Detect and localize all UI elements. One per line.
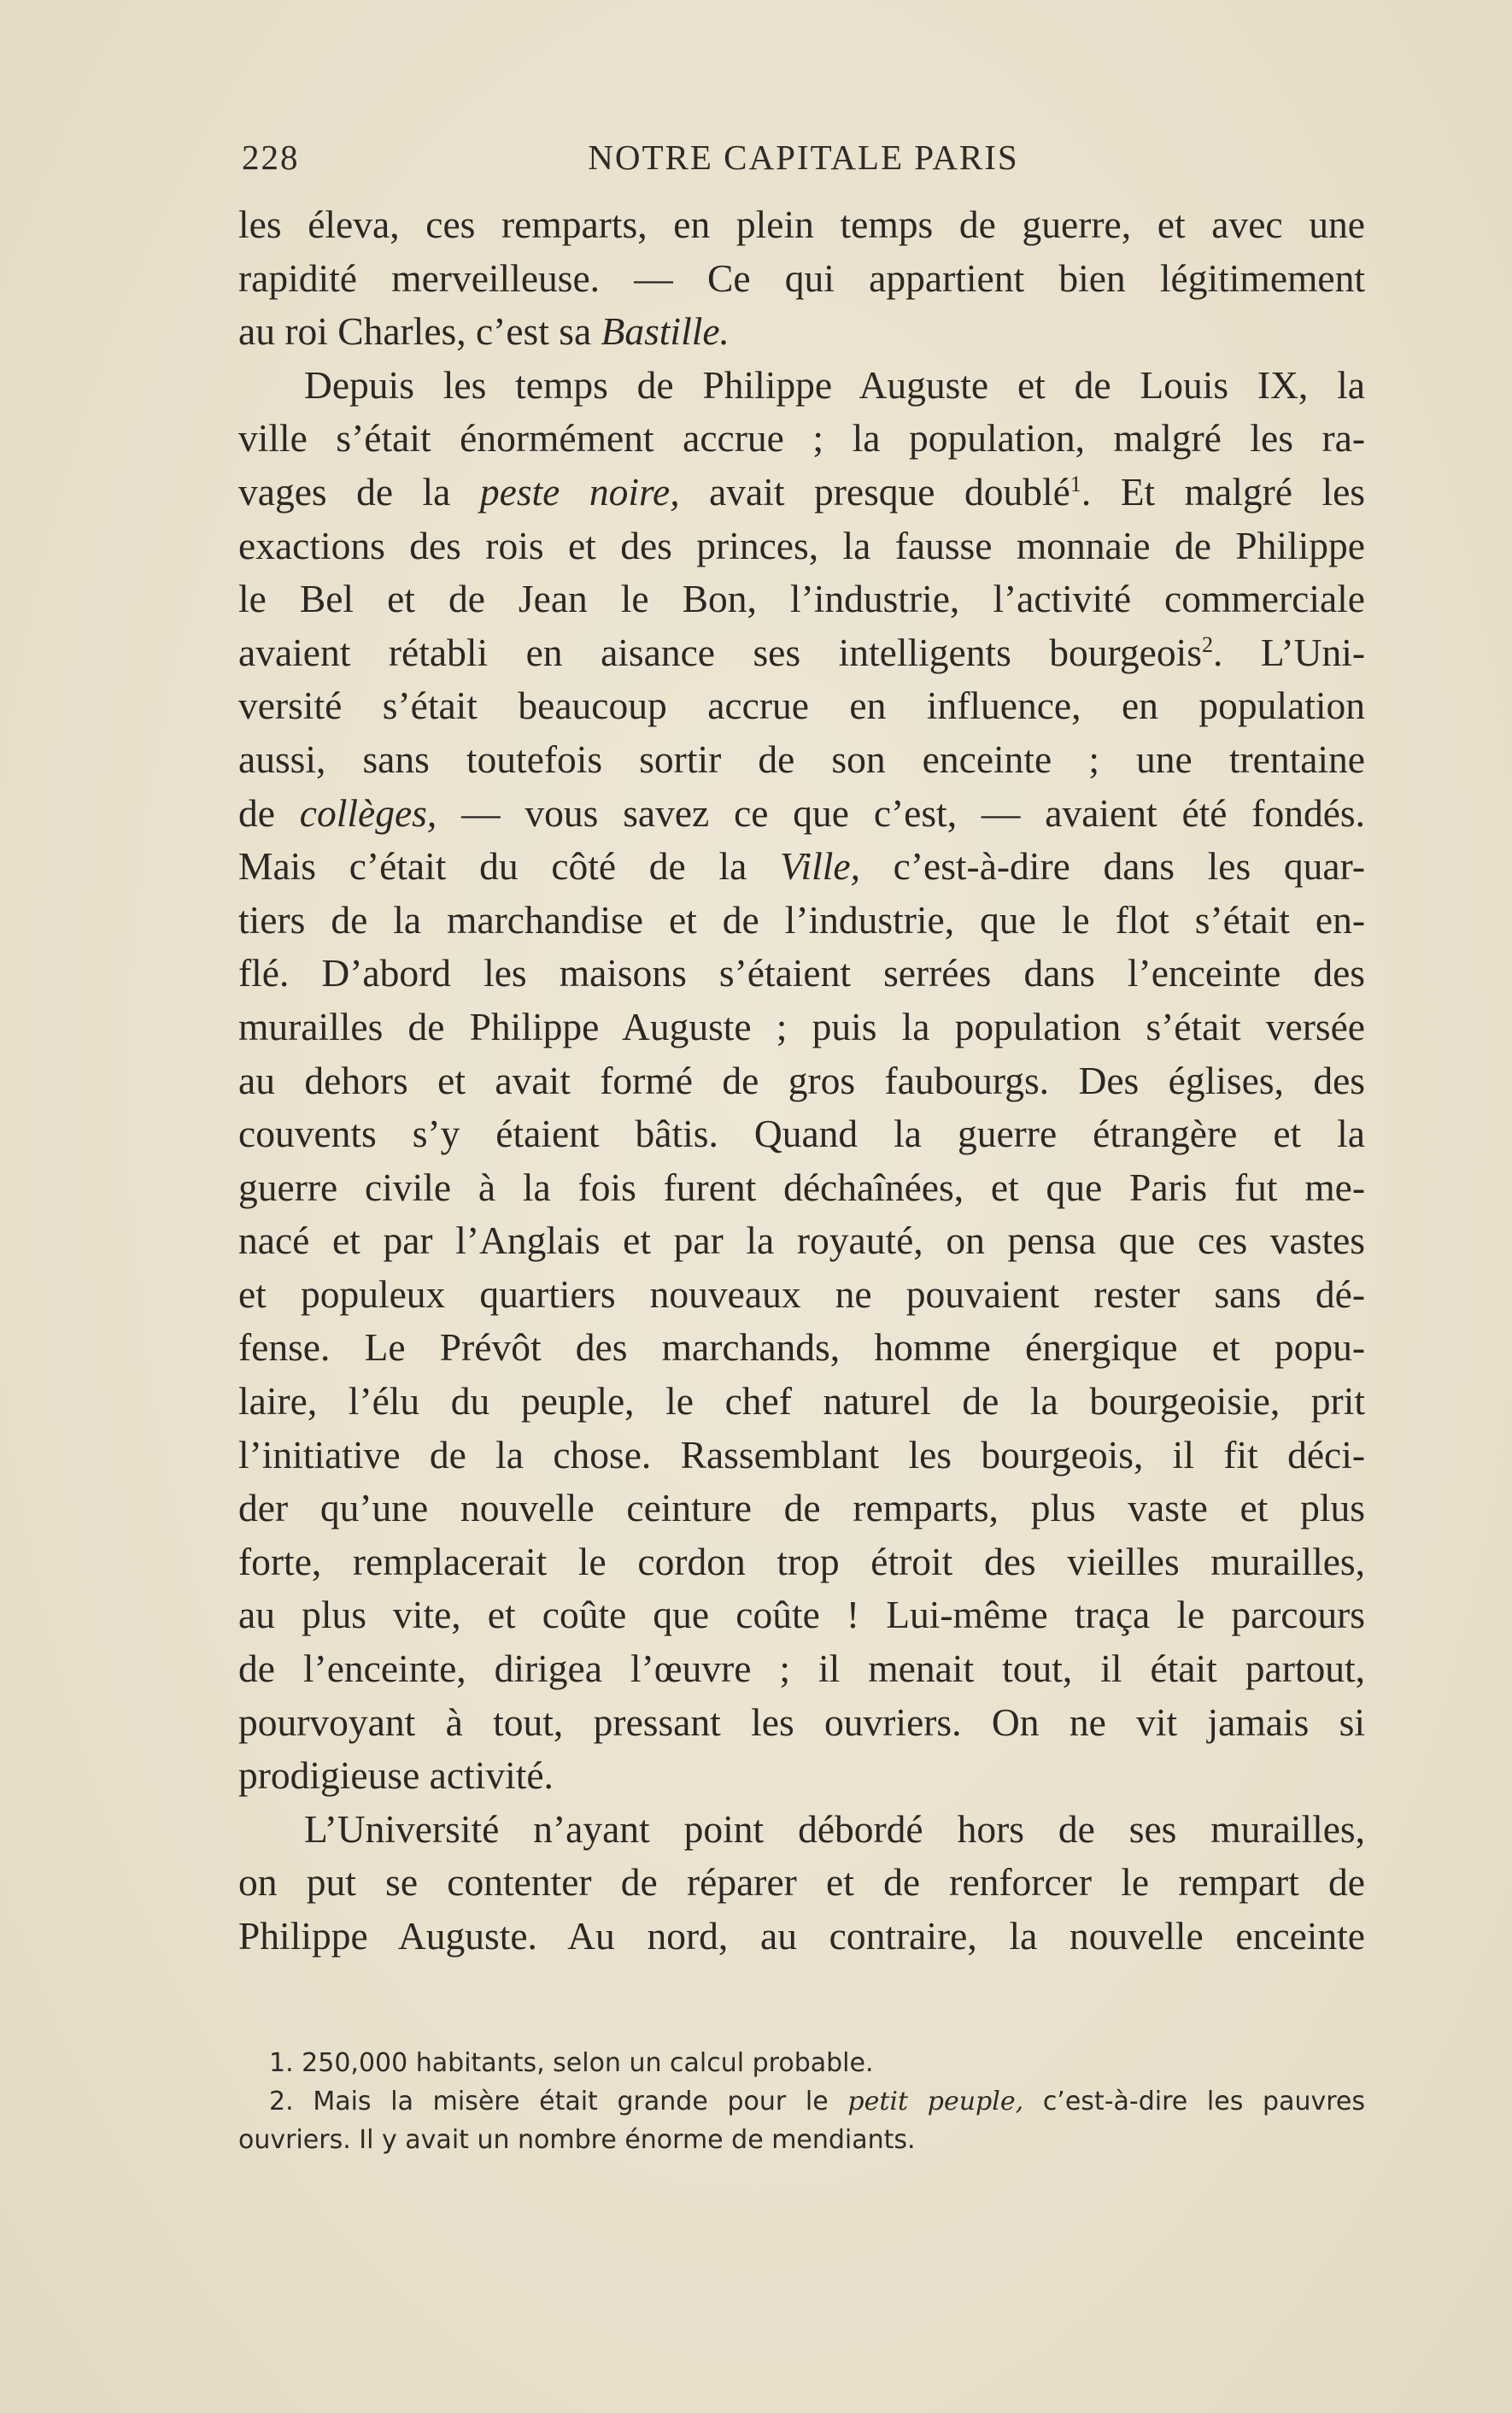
text-segment: 2. Mais la misère était grande pour le	[269, 2087, 848, 2117]
text-line: guerre civile à la fois furent déchaînées, et que Paris fut me-	[238, 1165, 1365, 1209]
footnote-ref: 1	[1070, 471, 1081, 496]
text-line: le Bel et de Jean le Bon, l’industrie, l’activité commerciale	[238, 577, 1365, 621]
italic-term: Bastille.	[601, 309, 730, 354]
italic-term: petit peuple,	[847, 2087, 1024, 2117]
text-line: les éleva, ces remparts, en plein temps de guerre, et avec une	[238, 203, 1365, 246]
footnote-2-continued: ouvriers. Il y avait un nombre énorme de mendiants.	[238, 2125, 916, 2155]
text-line: nacé et par l’Anglais et par la royauté, on pensa que ces vastes	[238, 1218, 1365, 1263]
text-line	[238, 787, 1365, 841]
text-segment: avait presque doublé	[679, 469, 1070, 514]
text-line: fense. Le Prévôt des marchands, homme énergique et popu-	[238, 1325, 1365, 1370]
italic-term: collèges,	[299, 790, 437, 835]
text-line: tiers de la marchandise et de l’industrie, que le flot s’était en-	[238, 897, 1365, 942]
text-line: laire, l’élu du peuple, le chef naturel de la bourgeoisie, prit	[238, 1379, 1365, 1424]
text-line: Philippe Auguste. Au nord, au contraire, la nouvelle enceinte	[238, 1914, 1365, 1958]
text-segment: au roi Charles, c’est sa	[238, 309, 601, 354]
text-line: au dehors et avait formé de gros faubourgs. Des églises, des	[238, 1058, 1365, 1102]
text-segment: c’est-à-dire les pauvres	[1023, 2087, 1365, 2117]
footnote-ref: 2	[1201, 631, 1213, 657]
text-line: Depuis les temps de Philippe Auguste et de Louis IX, la	[304, 362, 1365, 407]
text-line: aussi, sans toutefois sortir de son enceinte ; une trentaine	[238, 737, 1365, 781]
text-line: pourvoyant à tout, pressant les ouvriers. On ne vit jamais si	[238, 1700, 1365, 1744]
text-line: prodigieuse activité.	[238, 1753, 554, 1798]
text-segment: de	[238, 790, 300, 835]
text-line: l’initiative de la chose. Rassemblant les bourgeois, il fit déci-	[238, 1432, 1365, 1477]
text-line: flé. D’abord les maisons s’étaient serrées dans l’enceinte des	[238, 951, 1365, 995]
text-segment: avaient rétabli en aisance ses intelligents bourgeois	[238, 630, 1202, 674]
page-header	[242, 137, 1365, 188]
footnote-2	[238, 2082, 1365, 2121]
text-line	[238, 466, 1365, 520]
text-line: der qu’une nouvelle ceinture de remparts, plus vaste et plus	[238, 1486, 1365, 1530]
text-line	[238, 840, 1365, 894]
running-head: NOTRE CAPITALE PARIS	[588, 138, 1019, 177]
text-line: murailles de Philippe Auguste ; puis la population s’était versée	[238, 1004, 1365, 1048]
italic-term: Ville,	[780, 844, 860, 889]
text-segment: . L’Uni-	[1212, 630, 1365, 674]
text-line: et populeux quartiers nouveaux ne pouvaient rester sans dé-	[238, 1271, 1365, 1316]
text-segment: vages de la	[238, 469, 480, 514]
text-line: rapidité merveilleuse. — Ce qui appartient bien légitimement	[238, 255, 1365, 300]
text-line	[238, 626, 1365, 680]
text-segment: Mais c’était du côté de la	[238, 844, 781, 889]
text-line: L’Université n’ayant point débordé hors de ses murailles,	[304, 1806, 1365, 1851]
text-line: on put se contenter de réparer et de renforcer le rempart de	[238, 1860, 1365, 1905]
page-number: 228	[242, 138, 300, 177]
footnote-1: 1. 250,000 habitants, selon un calcul probable.	[269, 2048, 874, 2078]
body-text	[238, 198, 1365, 1964]
text-line: exactions des rois et des princes, la fausse monnaie de Philippe	[238, 523, 1365, 567]
text-line: forte, remplacerait le cordon trop étroit des vieilles murailles,	[238, 1539, 1365, 1583]
text-segment: . Et malgré les	[1081, 469, 1365, 514]
footnotes	[238, 2044, 1365, 2159]
text-segment: c’est-à-dire dans les quar-	[859, 844, 1365, 889]
text-line: au plus vite, et coûte que coûte ! Lui-même traça le parcours	[238, 1593, 1365, 1637]
text-line: couvents s’y étaient bâtis. Quand la guerre étrangère et la	[238, 1112, 1365, 1156]
text-segment: — vous savez ce que c’est, — avaient été fondés.	[437, 790, 1365, 835]
text-line: ville s’était énormément accrue ; la population, malgré les ra-	[238, 416, 1365, 461]
text-line: versité s’était beaucoup accrue en influence, en population	[238, 684, 1365, 728]
italic-term: peste noire,	[479, 469, 680, 514]
text-line: de l’enceinte, dirigea l’œuvre ; il menait tout, il était partout,	[238, 1647, 1365, 1691]
text-line	[238, 305, 1365, 359]
